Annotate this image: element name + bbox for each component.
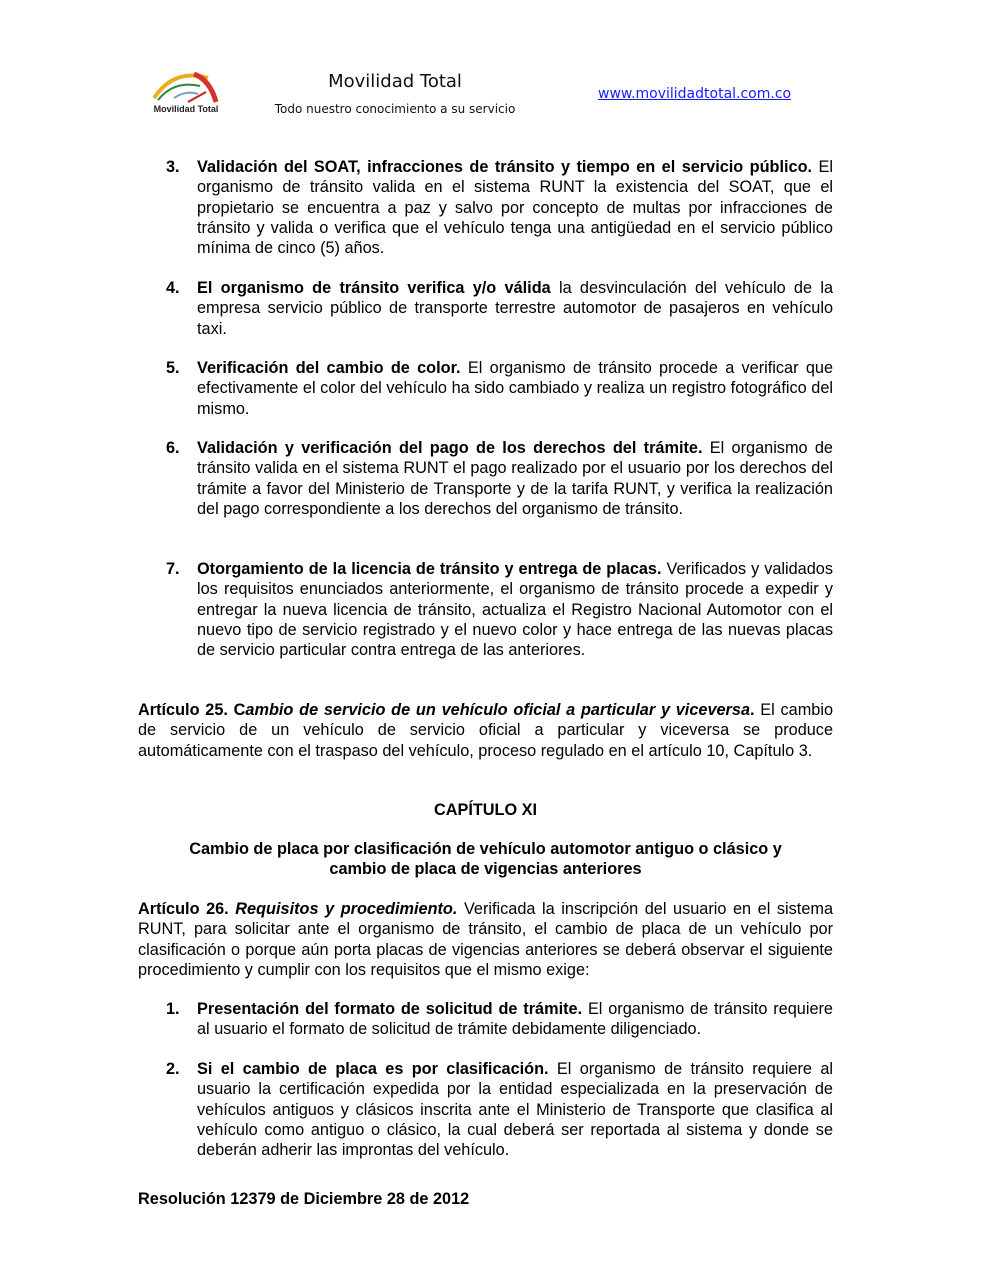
item-heading: Verificación del cambio de color.: [197, 359, 461, 377]
article-title: Requisitos y procedimiento.: [235, 900, 458, 918]
list-item: [166, 438, 833, 519]
item-text: El organismo de tránsito requiere al usuario la certificación expedida por la entidad especializada en la preservación de vehículos antiguos y clásicos inscrita ante el Ministerio de Transporte que clasifica al vehículo como antiguo o clásico, la cual deberá ser reportada al sistema y donde se deberán adherir las improntas del vehículo.: [197, 1060, 833, 1160]
item-number: 5.: [166, 359, 180, 377]
item-text: la desvinculación del vehículo de la empresa servicio público de transporte terrestre automotor de pasajeros en vehículo taxi.: [197, 279, 833, 338]
article-title-dot: .: [750, 701, 755, 719]
item-number: 2.: [166, 1060, 180, 1078]
item-heading: Otorgamiento de la licencia de tránsito y entrega de placas.: [197, 560, 662, 578]
chapter-number: CAPÍTULO XI: [433, 801, 538, 819]
svg-text:Movilidad Total: Movilidad Total: [153, 104, 219, 114]
list-item: [166, 358, 834, 419]
item-text: El organismo de tránsito requiere al usuario el formato de solicitud de trámite debidamente diligenciado.: [197, 1000, 833, 1039]
chapter-title: [138, 839, 833, 880]
list-item: [166, 278, 833, 339]
article-25: [138, 700, 833, 761]
article-26: [138, 899, 833, 980]
article-text: Verificada la inscripción del usuario en el sistema RUNT, para solicitar ante el organismo de tránsito, el cambio de placa de un vehículo por clasificación o porque aún porta placas de vigencias anteriores se deberá observar el siguiente procedimiento y cumplir con los requisitos que el mismo exige:: [138, 900, 834, 979]
chapter-title-line: Cambio de placa por clasificación de vehículo automotor antiguo o clásico y: [189, 840, 782, 858]
article-label: Artículo 25. C: [138, 701, 246, 719]
list-item: [166, 157, 833, 258]
header-subtitle: Todo nuestro conocimiento a su servicio: [274, 102, 516, 116]
header-title: Movilidad Total: [328, 71, 462, 92]
item-text: El organismo de tránsito procede a verificar que efectivamente el color del vehículo ha sido cambiado y realiza un registro fotográfico del mismo.: [197, 359, 834, 418]
item-heading: Presentación del formato de solicitud de trámite.: [197, 1000, 583, 1018]
list-item: [166, 559, 833, 660]
item-number: 1.: [166, 1000, 180, 1018]
item-number: 3.: [166, 158, 180, 176]
article-title: ambio de servicio de un vehículo oficial a particular y viceversa: [245, 701, 750, 719]
item-text: El organismo de tránsito valida en el sistema RUNT el pago realizado por el usuario por los derechos del trámite a favor del Ministerio de Transporte y de la tarifa RUNT, y verifica la realización del pago correspondiente a los derechos del organismo de tránsito.: [197, 439, 833, 518]
item-heading: Validación del SOAT, infracciones de tránsito y tiempo en el servicio público.: [197, 158, 813, 176]
item-heading: El organismo de tránsito verifica y/o válida: [197, 279, 551, 297]
chapter-title-line: cambio de placa de vigencias anteriores: [329, 860, 642, 879]
item-heading: Validación y verificación del pago de los derechos del trámite.: [197, 439, 703, 457]
list-item: [166, 1059, 833, 1160]
item-number: 7.: [166, 560, 180, 578]
item-heading: Si el cambio de placa es por clasificación.: [197, 1060, 549, 1078]
item-text: Verificados y validados los requisitos enunciados anteriormente, el organismo de tránsito procede a expedir y entregar la nueva licencia de tránsito, actualiza el Registro Nacional Automotor con el nuevo tipo de servicio registrado y el nuevo color y hace entrega de las nuevas placas de servicio particular contra entrega de las anteriores.: [197, 560, 833, 660]
footer-resolution: Resolución 12379 de Diciembre 28 de 2012: [138, 1190, 470, 1208]
movilidad-total-logo: [144, 68, 228, 118]
list-item: [166, 999, 833, 1040]
article-label: Artículo 26.: [138, 900, 229, 918]
website-link[interactable]: www.movilidadtotal.com.co: [598, 86, 792, 102]
item-text: El organismo de tránsito valida en el sistema RUNT la existencia del SOAT, que el propietario se encuentra a paz y salvo por concepto de multas por infracciones de tránsito y valida o verifica que el vehículo tenga una antigüedad en el servicio público mínima de cinco (5) años.: [197, 158, 833, 258]
item-number: 4.: [166, 279, 180, 297]
article-text: El cambio de servicio de un vehículo de servicio oficial a particular y viceversa se produce automáticamente con el traspaso del vehículo, proceso regulado en el artículo 10, Capítulo 3.: [138, 701, 834, 760]
item-number: 6.: [166, 439, 180, 457]
